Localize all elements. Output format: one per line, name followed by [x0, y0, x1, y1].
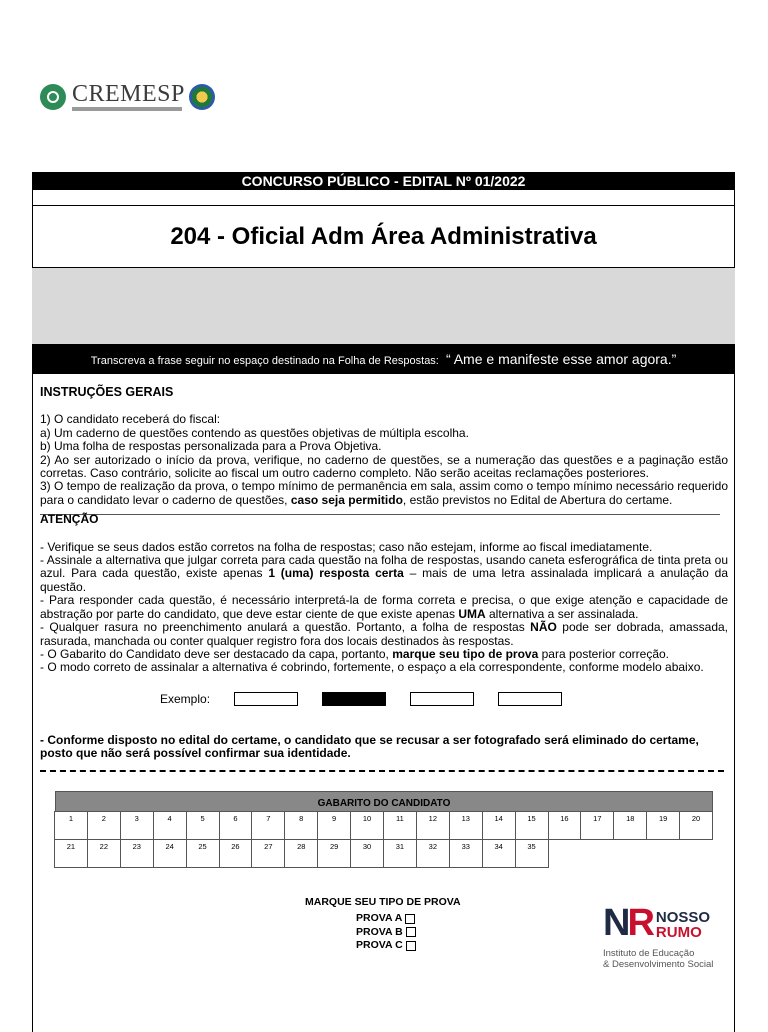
attention-heading: ATENÇÃO: [40, 512, 99, 527]
answer-cell[interactable]: 17: [580, 811, 614, 840]
attention-line: - O modo correto de assinalar a alternativa é cobrindo, fortemente, o espaço a ela correspondente, conforme modelo abaixo.: [40, 660, 704, 675]
attention-line: - O Gabarito do Candidato deve ser destacado da capa, portanto, marque seu tipo de prova para posterior correção.: [40, 646, 670, 661]
instruction-line: b) Uma folha de respostas personalizada para a Prova Objetiva.: [40, 439, 382, 454]
answer-cell[interactable]: 34: [482, 839, 516, 868]
cremesp-logo: [40, 83, 215, 111]
instructions-section: [40, 386, 728, 675]
attention-line: - Assinale a alternativa que julgar correta para cada questão na folha de respostas, usando caneta esferográfica de tinta preta ou azul. Para cada questão, existe apenas 1 (uma) resposta certa – mais de uma letra assinalada implicará a anulação da questão.: [40, 553, 728, 594]
answer-cell[interactable]: 5: [186, 811, 220, 840]
brand-subtitle-2: & Desenvolvimento Social: [603, 959, 714, 970]
answer-cell[interactable]: 7: [251, 811, 285, 840]
instruction-item-3: 3) O tempo de realização da prova, o tempo mínimo de permanência em sala, assim como o tempo mínimo necessário requerido para o candidato levar o caderno de questões, caso seja permitido, estão previstos no Edital de Abertura do certame.: [40, 479, 728, 507]
exam-type-b[interactable]: PROVA B: [356, 926, 416, 940]
answer-cell[interactable]: 2: [87, 811, 121, 840]
brand-subtitle-1: Instituto de Educação: [603, 948, 695, 959]
example-filled-box: [322, 692, 386, 706]
answer-cell[interactable]: 12: [416, 811, 450, 840]
cremesp-logo-text: CREMESP: [72, 81, 185, 107]
brazil-emblem-icon: [189, 84, 215, 110]
answer-cell-blank: [548, 839, 582, 868]
answer-cell[interactable]: 21: [54, 839, 88, 868]
answer-cell[interactable]: 15: [515, 811, 549, 840]
phrase-instruction: Transcreva a frase seguir no espaço destinado na Folha de Respostas:: [90, 355, 439, 367]
answer-cell-blank: [646, 839, 680, 868]
answer-cell-blank: [613, 839, 647, 868]
answer-cell[interactable]: 24: [153, 839, 187, 868]
exam-type-label: MARQUE SEU TIPO DE PROVA: [305, 896, 461, 908]
answer-cell[interactable]: 30: [350, 839, 384, 868]
answer-cell[interactable]: 6: [219, 811, 253, 840]
answer-cell[interactable]: 8: [284, 811, 318, 840]
answer-cell[interactable]: 16: [548, 811, 582, 840]
answer-cell[interactable]: 11: [383, 811, 417, 840]
exam-type-b-checkbox[interactable]: [406, 927, 416, 937]
marking-example: [160, 692, 562, 706]
answer-cell[interactable]: 26: [219, 839, 253, 868]
answer-cell[interactable]: 32: [416, 839, 450, 868]
answer-cell-blank: [679, 839, 713, 868]
photo-warning: - Conforme disposto no edital do certame, o candidato que se recusar a ser fotografado será eliminado do certame, posto que não será possível confirmar sua identidade.: [40, 733, 699, 761]
candidate-info-area: [32, 268, 735, 344]
exam-type-options: [356, 912, 416, 953]
answer-cell[interactable]: 19: [646, 811, 680, 840]
answer-cell[interactable]: 22: [87, 839, 121, 868]
logo-tagline-bar: [72, 107, 182, 111]
answer-cell[interactable]: 14: [482, 811, 516, 840]
phrase-banner: [32, 344, 735, 374]
answer-cell[interactable]: 3: [120, 811, 154, 840]
answer-cell[interactable]: 10: [350, 811, 384, 840]
instruction-item-2: 2) Ao ser autorizado o início da prova, verifique, no caderno de questões, se a numeração das questões e a paginação estão corretas. Caso contrário, solicite ao fiscal um outro caderno completo. Não serão aceitas reclamações posteriores.: [40, 452, 728, 481]
answer-key-grid: [55, 791, 713, 868]
exam-type-c[interactable]: PROVA C: [356, 939, 416, 953]
answer-cell[interactable]: 31: [383, 839, 417, 868]
answer-cell[interactable]: 9: [317, 811, 351, 840]
cut-line: [40, 770, 724, 772]
answer-cell[interactable]: 1: [54, 811, 88, 840]
answer-cell[interactable]: 18: [613, 811, 647, 840]
attention-line: - Qualquer rasura no preenchimento anulará a questão. Portanto, a folha de respostas NÃO pode ser dobrada, amassada, rasurada, manchada ou conter qualquer registro fora dos locais destinados às respostas.: [40, 620, 728, 648]
answer-cell[interactable]: 29: [317, 839, 351, 868]
exam-type-a[interactable]: PROVA A: [356, 912, 416, 926]
answer-cell[interactable]: 23: [120, 839, 154, 868]
answer-key-cells: [55, 812, 713, 868]
answer-key-title: GABARITO DO CANDIDATO: [55, 791, 713, 812]
exam-title: 204 - Oficial Adm Área Administrativa: [32, 206, 735, 268]
example-label: Exemplo:: [160, 692, 211, 706]
answer-cell[interactable]: 13: [449, 811, 483, 840]
phrase-text: “ Ame e manifeste esse amor agora.”: [445, 351, 677, 367]
answer-cell[interactable]: 27: [251, 839, 285, 868]
answer-cell[interactable]: 28: [284, 839, 318, 868]
answer-cell[interactable]: 33: [449, 839, 483, 868]
attention-line: - Para responder cada questão, é necessário interpretá-la de forma correta e precisa, o que exige atenção e capacidade de abstração por parte do candidato, que deve estar ciente de que existe apenas UMA alternativa a ser assinalada.: [40, 593, 728, 621]
instruction-line: a) Um caderno de questões contendo as questões objetivas de múltipla escolha.: [40, 425, 469, 440]
brand-word-2: RUMO: [655, 924, 702, 941]
nosso-rumo-logo: [603, 902, 714, 970]
spacer-row: [32, 190, 735, 206]
example-empty-box: [234, 692, 298, 706]
answer-cell[interactable]: 4: [153, 811, 187, 840]
answer-cell-blank: [580, 839, 614, 868]
answer-cell[interactable]: 20: [679, 811, 713, 840]
brand-word-1: NOSSO: [655, 909, 711, 926]
nr-monogram: NR: [603, 902, 652, 944]
answer-cell[interactable]: 25: [186, 839, 220, 868]
exam-type-c-checkbox[interactable]: [406, 941, 416, 951]
example-empty-box: [410, 692, 474, 706]
instruction-line: 1) O candidato receberá do fiscal:: [40, 412, 221, 427]
cremesp-seal-icon: [40, 84, 66, 110]
answer-cell[interactable]: 35: [515, 839, 549, 868]
example-empty-box: [498, 692, 562, 706]
instructions-heading: INSTRUÇÕES GERAIS: [40, 385, 174, 399]
exam-type-a-checkbox[interactable]: [405, 914, 415, 924]
banner-title: CONCURSO PÚBLICO - EDITAL Nº 01/2022: [32, 172, 735, 190]
attention-line: - Verifique se seus dados estão corretos na folha de respostas; caso não estejam, informe ao fiscal imediatamente.: [40, 539, 653, 554]
